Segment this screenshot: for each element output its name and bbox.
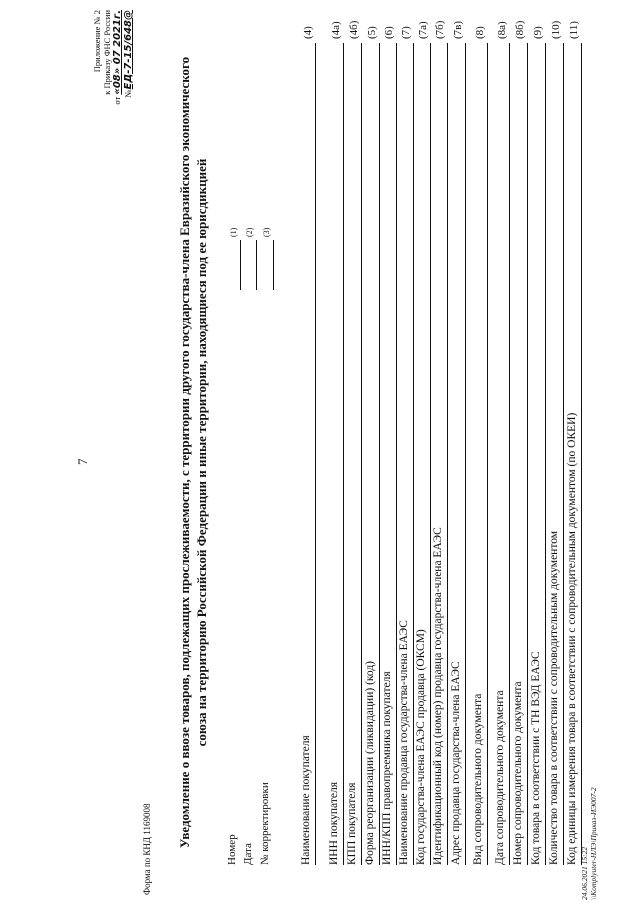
field-input-line[interactable] [563, 43, 564, 865]
field-number: (5) [366, 26, 378, 39]
field-number: (8а) [496, 21, 508, 39]
field-number: (7б) [434, 20, 446, 39]
header-line-correction[interactable] [273, 240, 274, 290]
field-number: (10) [550, 20, 562, 39]
footer-timestamp: 24.06.2021 15:22 [580, 846, 589, 900]
appendix-line-1: Приложение № 2 [92, 10, 102, 73]
field-number: (8б) [514, 20, 526, 39]
field-input-line[interactable] [509, 43, 510, 865]
document-title [176, 0, 210, 905]
field-number: (4) [302, 26, 314, 39]
field-number: (7в) [452, 20, 464, 39]
field-label: ИНН покупателя [328, 782, 340, 865]
field-number: (7а) [417, 21, 429, 39]
field-input-line[interactable] [430, 43, 431, 865]
field-label: Идентификационный код (номер) продавца государства-члена ЕАЭС [432, 527, 444, 865]
appendix-date-handwritten: «08» 07 2021г. [112, 10, 123, 95]
field-number: (11) [568, 21, 580, 39]
title-line-2: союза на территорию Российской Федерации и иные территории, находящиеся под ее юрисдикцией [194, 158, 209, 747]
field-label: Наименование продавца государства-члена ЕАЭС [398, 620, 410, 865]
field-number: (6) [383, 26, 395, 39]
header-label-date: Дата [242, 843, 254, 865]
field-label: Количество товара в соответствии с сопроводительным документом [548, 530, 560, 865]
appendix-date-prefix: от [112, 94, 122, 105]
field-label: ИНН/КПП правопреемника покупателя [381, 671, 393, 865]
title-line-1: Уведомление о ввозе товаров, подлежащих прослеживаемости, с территории другого государства-члена Евразийского экономического [177, 56, 192, 849]
form-code: Форма по КНД 1169008 [142, 803, 152, 895]
header-footnote-number: (1) [229, 227, 238, 237]
field-label: Наименование покупателя [300, 735, 312, 865]
footer-path: \\Komplyuter-НЛЭ\Приказ-ИЭ007-2 [589, 787, 598, 900]
appendix-number-handwritten: ЕД-7-15/648@ [123, 10, 134, 90]
field-input-line[interactable] [396, 43, 397, 865]
field-input-line[interactable] [343, 43, 344, 865]
field-label: Адрес продавца государства-члена ЕАЭС [450, 661, 462, 865]
field-input-line[interactable] [413, 43, 414, 865]
appendix-line-4 [123, 10, 134, 150]
header-label-correction: № корректировки [259, 782, 271, 865]
field-input-line[interactable] [487, 43, 488, 865]
appendix-line-3 [112, 10, 123, 150]
header-label-number: Номер [226, 834, 238, 865]
field-label: Код товара в соответствии с ТН ВЭД ЕАЭС [530, 651, 542, 865]
appendix-block [92, 10, 134, 150]
field-number: (7) [400, 26, 412, 39]
field-label: Форма реорганизации (ликвидации) (код) [364, 660, 376, 865]
appendix-number-prefix: № [123, 89, 133, 98]
header-line-date[interactable] [256, 240, 257, 290]
field-number: (8) [474, 26, 486, 39]
field-label: Код государства-члена ЕАЭС продавца (ОКСМ) [415, 629, 427, 865]
field-input-line[interactable] [447, 43, 448, 865]
field-input-line[interactable] [581, 43, 582, 865]
field-input-line[interactable] [527, 43, 528, 865]
header-line-number[interactable] [240, 240, 241, 290]
field-number: (4б) [348, 20, 360, 39]
field-input-line[interactable] [361, 43, 362, 865]
field-label: Код единицы измерения товара в соответствии с сопроводительным документом (по ОКЕИ) [566, 412, 578, 865]
field-label: Вид сопроводительного документа [472, 693, 484, 865]
field-label: Номер сопроводительного документа [512, 681, 524, 865]
appendix-line-2: к Приказу ФНС России [102, 10, 112, 95]
footer [580, 787, 598, 900]
header-footnote-correction: (3) [262, 227, 271, 237]
field-label: Дата сопроводительного документа [494, 690, 506, 865]
page-number: 7 [75, 458, 90, 465]
header-footnote-date: (2) [245, 227, 254, 237]
field-input-line[interactable] [315, 43, 316, 865]
field-input-line[interactable] [465, 43, 466, 865]
field-number: (9) [532, 26, 544, 39]
field-input-line[interactable] [545, 43, 546, 865]
field-number: (4а) [330, 21, 342, 39]
field-input-line[interactable] [379, 43, 380, 865]
field-label: КПП покупателя [346, 782, 358, 865]
